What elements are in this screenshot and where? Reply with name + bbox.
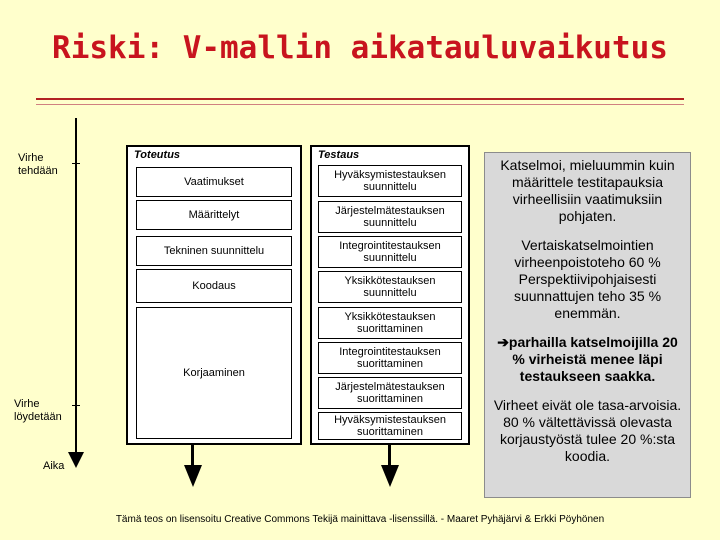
note-paragraph-2: Vertaiskatselmointien virheenpoistoteho 60 % Perspektiivipohjaisesti suunnattujen teho 35 % enemmän. (513, 237, 662, 321)
label-virhe-tehdaan: Virhe tehdään (18, 152, 58, 177)
toteutus-panel (126, 145, 302, 445)
toteutus-vaatimukset: Vaatimukset (136, 167, 292, 197)
label-aika: Aika (43, 460, 65, 472)
axis-tick-found (72, 405, 80, 406)
toteutus-title: Toteutus (134, 149, 181, 161)
toteutus-arrowhead (184, 465, 202, 487)
testaus-hyvaksymis-suorittaminen: Hyväksymistestauksen suorittaminen (318, 412, 462, 440)
testaus-arrowhead (381, 465, 399, 487)
page-title: Riski: V-mallin aikatauluvaikutus (52, 30, 668, 66)
testaus-title: Testaus (318, 149, 360, 161)
testaus-hyvaksymis-suunnittelu: Hyväksymistestauksen suunnittelu (318, 165, 462, 197)
label-virhe-loydetaan: Virhe löydetään (14, 398, 62, 423)
toteutus-korjaaminen: Korjaaminen (136, 307, 292, 439)
note-paragraph-1: Katselmoi, mieluummin kuin määrittele testitapauksia virheellisiin vaatimuksiin pohjaten. (500, 157, 675, 224)
testaus-integrointi-suunnittelu: Integrointitestauksen suunnittelu (318, 236, 462, 268)
axis-tick-made (72, 163, 80, 164)
note-paragraph-3-text: parhailla katselmoijilla 20 % virheistä menee läpi testaukseen saakka. (508, 334, 678, 384)
testaus-arrow-line (388, 445, 391, 467)
testaus-yksikko-suorittaminen: Yksikkötestauksen suorittaminen (318, 307, 462, 339)
testaus-jarjestelma-suunnittelu: Järjestelmätestauksen suunnittelu (318, 201, 462, 233)
testaus-panel (310, 145, 470, 445)
testaus-integrointi-suorittaminen: Integrointitestauksen suorittaminen (318, 342, 462, 374)
toteutus-maarittelyt: Määrittelyt (136, 200, 292, 230)
title-rule-thin (36, 104, 684, 105)
right-arrow-icon: ➔ (497, 334, 509, 350)
time-axis-arrowhead (68, 452, 84, 468)
toteutus-koodaus: Koodaus (136, 269, 292, 303)
license-footer: Tämä teos on lisensoitu Creative Commons Tekijä mainittava -lisenssillä. - Maaret Pyhäjärvi & Erkki Pöyhönen (115, 514, 605, 525)
toteutus-arrow-line (191, 445, 194, 467)
testaus-jarjestelma-suorittaminen: Järjestelmätestauksen suorittaminen (318, 377, 462, 409)
toteutus-tekninen-suunnittelu: Tekninen suunnittelu (136, 236, 292, 266)
testaus-yksikko-suunnittelu: Yksikkötestauksen suunnittelu (318, 271, 462, 303)
note-paragraph-4: Virheet eivät ole tasa-arvoisia. 80 % vältettävissä olevasta korjaustyöstä tulee 20 %:sta koodia. (493, 397, 682, 464)
note-box (484, 152, 691, 498)
note-paragraph-3 (493, 334, 682, 385)
title-rule (36, 98, 684, 100)
